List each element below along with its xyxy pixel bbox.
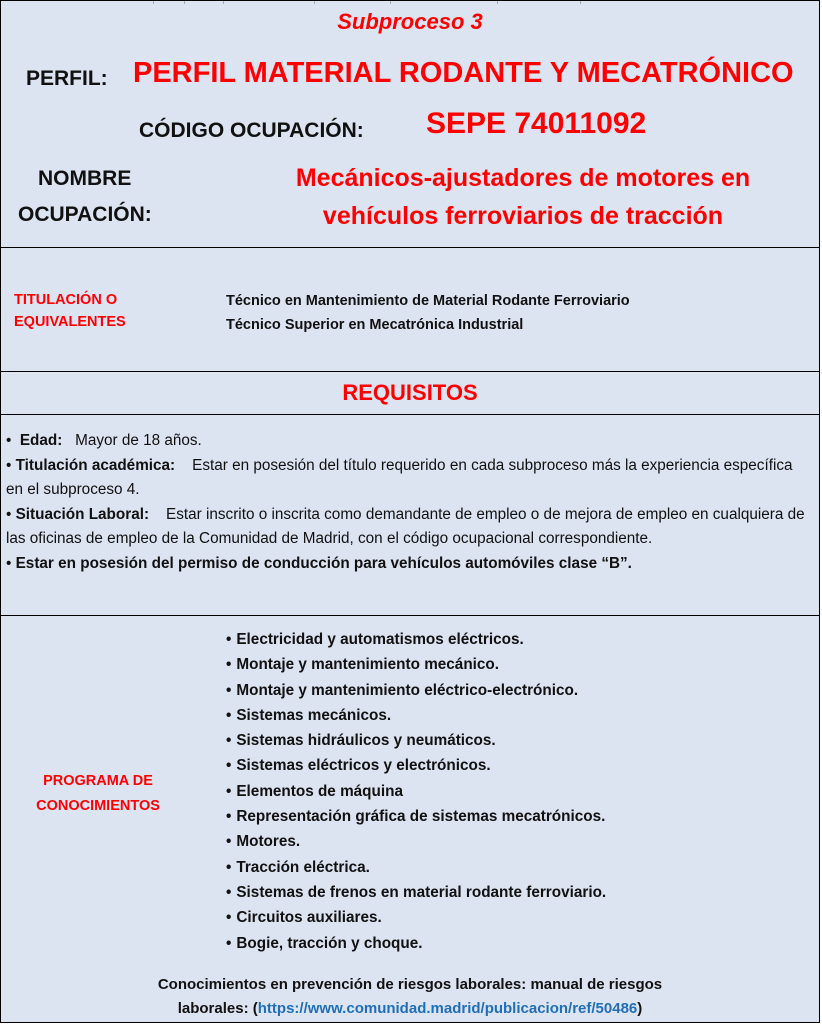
list-item: • Tracción eléctrica.	[226, 855, 606, 880]
req-edad-label: Edad:	[19, 432, 63, 449]
req-edad-value: Mayor de 18 años.	[75, 432, 202, 449]
req-titulacion-value: Estar en posesión del título requerido en cada subproceso más la experiencia específica en el subproceso 4.	[6, 456, 793, 498]
list-item: • Sistemas de frenos en material rodante ferroviario.	[226, 880, 606, 905]
titulacion-section	[0, 247, 820, 372]
req-titulacion: • Titulación académica: Estar en posesión del título requerido en cada subproceso más la experiencia específica en el subproceso 4.	[6, 456, 793, 498]
list-item: • Montaje y mantenimiento mecánico.	[226, 652, 606, 677]
req-situacion: • Situación Laboral: Estar inscrito o inscrita como demandante de empleo o de mejora de empleo en cualquiera de las oficinas de empleo de la Comunidad de Madrid, con el código ocupacional correspondiente.	[6, 505, 805, 547]
programa-label-line-1: PROGRAMA DE	[43, 773, 153, 789]
req-titulacion-label: Titulación académica:	[15, 456, 176, 474]
requisitos-title: REQUISITOS	[342, 380, 478, 405]
nombre-value-line-2: vehículos ferroviarios de tracción	[322, 202, 724, 230]
perfil-label: PERFIL:	[26, 67, 108, 90]
riesgos-suffix: )	[637, 999, 643, 1017]
profile-header	[0, 0, 820, 248]
list-item: • Sistemas mecánicos.	[226, 703, 606, 728]
titulacion-label	[14, 289, 126, 333]
list-item: • Sistemas hidráulicos y neumáticos.	[226, 728, 606, 753]
riesgos-note	[1, 973, 819, 1020]
list-item: • Motores.	[226, 829, 606, 854]
nombre-label-line-1: NOMBRE	[38, 167, 132, 190]
list-item: • Montaje y mantenimiento eléctrico-electrónico.	[226, 678, 606, 703]
requisitos-body	[0, 414, 820, 616]
req-situacion-label: Situación Laboral:	[15, 505, 150, 523]
codigo-value: SEPE 74011092	[426, 107, 647, 140]
subproceso-title: Subproceso 3	[337, 9, 483, 34]
riesgos-prefix: laborales: (	[177, 999, 258, 1017]
list-item: • Bogie, tracción y choque.	[226, 931, 606, 956]
requisitos-header	[0, 371, 820, 415]
perfil-value: PERFIL MATERIAL RODANTE Y MECATRÓNICO	[133, 57, 794, 89]
req-permiso-text: Estar en posesión del permiso de conducción para vehículos automóviles clase “B”.	[15, 554, 632, 572]
list-item: • Sistemas eléctricos y electrónicos.	[226, 753, 606, 778]
riesgos-note-line-2	[1, 997, 819, 1021]
programa-list	[226, 627, 606, 956]
riesgos-link[interactable]: https://www.comunidad.madrid/publicacion/ref/50486	[257, 999, 638, 1017]
list-item: • Electricidad y automatismos eléctricos.	[226, 627, 606, 652]
list-item: • Representación gráfica de sistemas mecatrónicos.	[226, 804, 606, 829]
codigo-label: CÓDIGO OCUPACIÓN:	[139, 119, 364, 142]
nombre-value	[251, 159, 795, 235]
titulacion-label-line-1: TITULACIÓN O	[14, 292, 118, 308]
titulacion-values	[226, 289, 630, 337]
list-item: • Elementos de máquina	[226, 779, 606, 804]
nombre-value-line-1: Mecánicos-ajustadores de motores en	[295, 164, 751, 192]
req-edad: • Edad: Mayor de 18 años.	[6, 432, 202, 449]
grid-lines	[1, 1, 821, 3]
riesgos-note-line-1: Conocimientos en prevención de riesgos laborales: manual de riesgos	[157, 976, 663, 993]
titulacion-value: Técnico Superior en Mecatrónica Industrial	[226, 317, 524, 333]
programa-section	[0, 615, 820, 1023]
list-item: • Circuitos auxiliares.	[226, 905, 606, 930]
programa-label-line-2: CONOCIMIENTOS	[36, 798, 160, 814]
titulacion-value: Técnico en Mantenimiento de Material Rodante Ferroviario	[226, 293, 630, 309]
req-situacion-value: Estar inscrito o inscrita como demandante de empleo o de mejora de empleo en cualquiera de las oficinas de empleo de la Comunidad de Madrid, con el código ocupacional correspondiente.	[6, 505, 805, 547]
req-permiso: • Estar en posesión del permiso de conducción para vehículos automóviles clase “B”.	[6, 554, 632, 572]
requisitos-text	[6, 429, 812, 576]
titulacion-label-line-2: EQUIVALENTES	[14, 314, 126, 330]
nombre-label-line-2: OCUPACIÓN:	[18, 203, 152, 226]
programa-label	[13, 769, 183, 819]
